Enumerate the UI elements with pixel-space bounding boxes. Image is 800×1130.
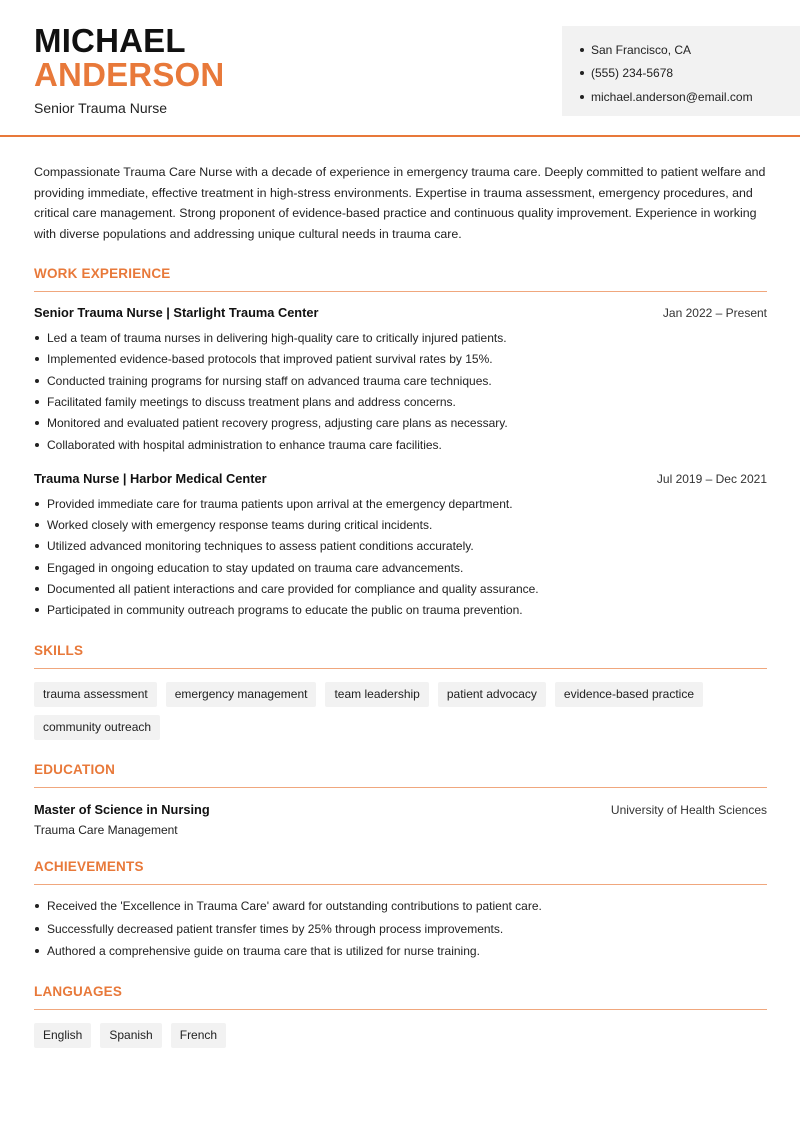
bullet-icon <box>35 608 39 612</box>
contact-email <box>580 85 800 109</box>
list-item <box>34 578 767 599</box>
bullet-text: Authored a comprehensive guide on trauma care that is utilized for nurse training. <box>47 944 480 959</box>
contact-location <box>580 38 800 62</box>
list-item <box>34 536 767 557</box>
list-item <box>34 557 767 578</box>
bullet-text: Engaged in ongoing education to stay updated on trauma care advancements. <box>47 560 464 575</box>
language-tags <box>34 1023 767 1048</box>
bullet-text: Received the 'Excellence in Trauma Care' award for outstanding contributions to patient care. <box>47 899 542 914</box>
job-role: Senior Trauma Nurse | Starlight Trauma Center <box>34 305 319 321</box>
job-header <box>34 305 767 320</box>
bullet-icon <box>35 443 39 447</box>
job-header <box>34 471 767 486</box>
bullet-icon <box>35 523 39 527</box>
bullet-icon <box>580 95 584 99</box>
bullet-icon <box>35 400 39 404</box>
phone-text: (555) 234-5678 <box>591 66 674 81</box>
bullet-icon <box>35 502 39 506</box>
job-bullets <box>34 493 767 621</box>
work-experience-section <box>34 266 767 621</box>
list-item <box>34 391 767 412</box>
bullet-icon <box>35 336 39 340</box>
bullet-icon <box>35 587 39 591</box>
bullet-icon <box>35 421 39 425</box>
section-title: LANGUAGES <box>34 984 767 1010</box>
job-entry <box>34 305 767 455</box>
school: University of Health Sciences <box>610 802 767 817</box>
bullet-icon <box>35 544 39 548</box>
skill-tag: team leadership <box>325 682 428 707</box>
bullet-text: Collaborated with hospital administration to enhance trauma care facilities. <box>47 437 442 452</box>
list-item <box>34 895 767 918</box>
bullet-text: Facilitated family meetings to discuss treatment plans and address concerns. <box>47 394 456 409</box>
list-item <box>34 434 767 455</box>
job-dates: Jan 2022 – Present <box>662 306 767 321</box>
education-header <box>34 802 767 817</box>
section-title: ACHIEVEMENTS <box>34 859 767 885</box>
bullet-icon <box>35 379 39 383</box>
bullet-text: Provided immediate care for trauma patients upon arrival at the emergency department. <box>47 496 513 511</box>
last-name: ANDERSON <box>34 56 225 93</box>
skill-tags <box>34 682 767 740</box>
bullet-text: Implemented evidence-based protocols that improved patient survival rates by 15%. <box>47 352 493 367</box>
resume-body <box>34 162 767 1048</box>
skill-tag: trauma assessment <box>34 682 157 707</box>
list-item <box>34 493 767 514</box>
bullet-icon <box>35 927 39 931</box>
skill-tag: emergency management <box>166 682 317 707</box>
list-item <box>34 940 767 963</box>
bullet-text: Led a team of trauma nurses in delivering high-quality care to critically injured patients. <box>47 331 507 346</box>
list-item <box>34 327 767 348</box>
email-text: michael.anderson@email.com <box>591 89 753 104</box>
skill-tag: evidence-based practice <box>555 682 703 707</box>
bullet-icon <box>35 566 39 570</box>
job-entry <box>34 471 767 621</box>
bullet-text: Conducted training programs for nursing staff on advanced trauma care techniques. <box>47 373 492 388</box>
list-item <box>34 600 767 621</box>
languages-section <box>34 984 767 1048</box>
field-of-study: Trauma Care Management <box>34 822 178 837</box>
skill-tag: patient advocacy <box>438 682 546 707</box>
bullet-text: Participated in community outreach programs to educate the public on trauma prevention. <box>47 603 523 618</box>
list-item <box>34 917 767 940</box>
achievements-section <box>34 859 767 963</box>
job-role: Trauma Nurse | Harbor Medical Center <box>34 471 267 487</box>
job-bullets <box>34 327 767 455</box>
skill-tag: community outreach <box>34 715 160 740</box>
education-section <box>34 762 767 837</box>
contact-phone <box>580 62 800 86</box>
contact-box <box>562 26 800 116</box>
list-item <box>34 413 767 434</box>
bullet-icon <box>35 357 39 361</box>
skills-section <box>34 643 767 740</box>
degree: Master of Science in Nursing <box>34 801 210 817</box>
location-text: San Francisco, CA <box>591 42 692 57</box>
section-title: EDUCATION <box>34 762 767 788</box>
list-item <box>34 349 767 370</box>
bullet-text: Worked closely with emergency response teams during critical incidents. <box>47 518 433 533</box>
bullet-text: Successfully decreased patient transfer times by 25% through process improvements. <box>47 921 504 936</box>
job-title: Senior Trauma Nurse <box>34 100 168 116</box>
bullet-text: Monitored and evaluated patient recovery progress, adjusting care plans as necessary. <box>47 416 508 431</box>
first-name: MICHAEL <box>34 22 186 59</box>
job-dates: Jul 2019 – Dec 2021 <box>656 472 767 487</box>
bullet-icon <box>580 48 584 52</box>
achievement-list <box>34 895 767 963</box>
summary: Compassionate Trauma Care Nurse with a decade of experience in emergency trauma care. Deeply committed to patient welfare and providing immediate, effective treatment in high-stress environments. Expertise in trauma assessment, emergency procedures, and critical care management. Strong proponent of evidence-based practice and continuous quality improvement. Experience in working with diverse populations and addressing unique cultural needs in trauma care. <box>34 165 766 241</box>
list-item <box>34 514 767 535</box>
section-title: SKILLS <box>34 643 767 669</box>
language-tag: French <box>171 1023 226 1048</box>
bullet-text: Documented all patient interactions and care provided for compliance and quality assurance. <box>47 581 539 596</box>
list-item <box>34 370 767 391</box>
language-tag: Spanish <box>100 1023 161 1048</box>
bullet-text: Utilized advanced monitoring techniques to assess patient conditions accurately. <box>47 539 474 554</box>
bullet-icon <box>35 949 39 953</box>
language-tag: English <box>34 1023 91 1048</box>
bullet-icon <box>35 904 39 908</box>
section-title: WORK EXPERIENCE <box>34 266 767 292</box>
bullet-icon <box>580 71 584 75</box>
resume-header <box>0 0 800 137</box>
